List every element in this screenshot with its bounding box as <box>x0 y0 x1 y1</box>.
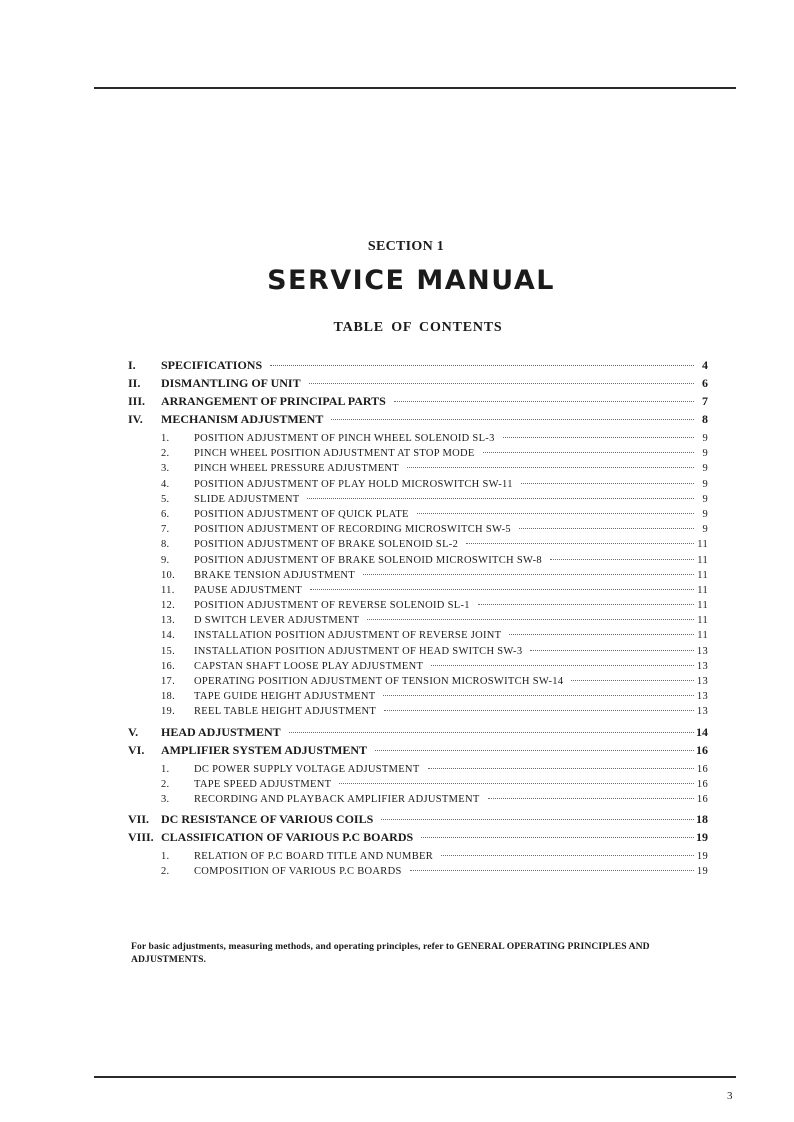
toc-subsection-title: REEL TABLE HEIGHT ADJUSTMENT <box>194 706 377 718</box>
toc-subsection-title: POSITION ADJUSTMENT OF BRAKE SOLENOID MICROSWITCH SW-8 <box>194 554 542 566</box>
toc-page-number: 13 <box>696 645 708 657</box>
toc-subsection-title: POSITION ADJUSTMENT OF PINCH WHEEL SOLENOID SL-3 <box>194 433 495 444</box>
toc-subsection-entry <box>128 494 708 509</box>
toc-subsection-title: POSITION ADJUSTMENT OF RECORDING MICROSWITCH SW-5 <box>194 524 511 536</box>
toc-subsection-number: 11. <box>161 584 175 596</box>
dot-leader <box>441 855 694 856</box>
toc-section-title: DISMANTLING OF UNIT <box>161 376 301 390</box>
toc-subsection-entry <box>128 851 708 866</box>
dot-leader <box>431 665 694 666</box>
page-title: SERVICE MANUAL <box>267 265 555 296</box>
toc-subsection-number: 9. <box>161 554 170 566</box>
toc-subsection-entry <box>128 794 708 809</box>
toc-subsection-title: BRAKE TENSION ADJUSTMENT <box>194 569 356 581</box>
section-label: SECTION 1 <box>367 239 445 254</box>
toc-section-number: V. <box>128 724 139 739</box>
footnote: For basic adjustments, measuring methods, and operating principles, refer to GENERAL OPERATING PRINCIPLES AND ADJUSTMENTS. <box>131 941 650 965</box>
toc-subsection-entry <box>128 661 708 676</box>
toc-subsection-title: INSTALLATION POSITION ADJUSTMENT OF HEAD SWITCH SW-3 <box>194 645 523 657</box>
toc-subsection-entry <box>128 585 708 600</box>
toc-section-entry <box>128 394 708 412</box>
toc-section-entry <box>128 812 708 830</box>
toc-subsection-entry <box>128 866 708 881</box>
toc-page-number: 16 <box>696 742 708 757</box>
toc-subsection-title: OPERATING POSITION ADJUSTMENT OF TENSION MICROSWITCH SW-14 <box>194 676 564 687</box>
toc-subsection-title: PINCH WHEEL PRESSURE ADJUSTMENT <box>194 463 400 475</box>
toc-section-title: AMPLIFIER SYSTEM ADJUSTMENT <box>161 742 368 757</box>
toc-subsection-number: 2. <box>161 778 170 790</box>
toc-page-number: 13 <box>696 660 708 672</box>
toc-subsection-number: 2. <box>161 866 170 878</box>
toc-subsection-title: D SWITCH LEVER ADJUSTMENT <box>194 615 360 627</box>
dot-leader <box>410 870 694 871</box>
dot-leader <box>363 574 694 575</box>
toc-section-title: HEAD ADJUSTMENT <box>161 724 281 739</box>
toc-subsection-number: 1. <box>161 433 170 444</box>
toc-page-number: 11 <box>697 615 708 627</box>
toc-section-title: MECHANISM ADJUSTMENT <box>161 412 324 426</box>
toc-subsection-number: 5. <box>161 493 170 505</box>
dot-leader <box>407 467 694 468</box>
toc-subsection-entry <box>128 779 708 794</box>
toc-subsection-number: 3. <box>161 463 170 475</box>
toc-subsection-title: POSITION ADJUSTMENT OF REVERSE SOLENOID SL-1 <box>194 600 470 612</box>
toc-page-number: 19 <box>696 866 708 878</box>
dot-leader <box>521 483 694 484</box>
dot-leader <box>310 589 694 590</box>
toc-subsection-title: DC POWER SUPPLY VOLTAGE ADJUSTMENT <box>194 763 420 775</box>
toc-heading: TABLE OF CONTENTS <box>333 320 503 335</box>
toc-page-number: 11 <box>697 600 708 612</box>
dot-leader <box>550 559 694 560</box>
bottom-rule <box>94 1076 736 1078</box>
toc-section-title: CLASSIFICATION OF VARIOUS P.C BOARDS <box>161 830 414 845</box>
dot-leader <box>339 783 694 784</box>
toc-subsection-title: POSITION ADJUSTMENT OF PLAY HOLD MICROSWITCH SW-11 <box>194 478 513 490</box>
toc-page-number: 11 <box>697 539 708 551</box>
toc-subsection-title: INSTALLATION POSITION ADJUSTMENT OF REVERSE JOINT <box>194 630 502 642</box>
toc-subsection-entry <box>128 570 708 585</box>
toc-page-number: 13 <box>696 691 708 703</box>
dot-leader <box>478 604 694 605</box>
toc-subsection-number: 2. <box>161 448 170 460</box>
toc-subsection-number: 12. <box>161 600 176 612</box>
toc-page-number: 9 <box>702 478 708 490</box>
dot-leader <box>417 513 694 514</box>
toc-subsection-title: RELATION OF P.C BOARD TITLE AND NUMBER <box>194 851 434 863</box>
dot-leader <box>503 437 694 438</box>
toc-page-number: 16 <box>696 778 708 790</box>
top-rule <box>94 87 736 89</box>
toc-section-title: SPECIFICATIONS <box>161 358 263 372</box>
toc-subsection-entry <box>128 600 708 615</box>
toc-section-entry <box>128 743 708 761</box>
toc-subsection-number: 16. <box>161 660 176 672</box>
toc-page-number: 4 <box>702 358 708 372</box>
toc-subsection-number: 3. <box>161 793 170 805</box>
toc-subsection-entry <box>128 448 708 463</box>
toc-section-number: VII. <box>128 812 150 827</box>
dot-leader <box>270 365 694 366</box>
dot-leader <box>421 837 694 838</box>
toc-page-number: 9 <box>702 463 708 475</box>
toc-subsection-number: 17. <box>161 676 176 687</box>
toc-subsection-entry <box>128 555 708 570</box>
toc-subsection-number: 1. <box>161 763 170 775</box>
toc-subsection-title: POSITION ADJUSTMENT OF BRAKE SOLENOID SL-2 <box>194 539 459 551</box>
toc-subsection-title: POSITION ADJUSTMENT OF QUICK PLATE <box>194 508 409 520</box>
toc-subsection-number: 13. <box>161 615 176 627</box>
dot-leader <box>571 680 694 681</box>
toc-section-number: VI. <box>128 742 145 757</box>
toc-section-title: ARRANGEMENT OF PRINCIPAL PARTS <box>161 394 386 408</box>
toc-page-number: 8 <box>702 412 708 426</box>
toc-subsection-entry <box>128 509 708 524</box>
toc-section-number: VIII. <box>128 830 154 845</box>
toc-subsection-entry <box>128 433 708 448</box>
toc-subsection-entry <box>128 764 708 779</box>
toc-subsection-entry <box>128 463 708 478</box>
toc-page-number: 13 <box>696 706 708 718</box>
toc-page-number: 16 <box>696 763 708 775</box>
toc-section-number: I. <box>128 358 136 372</box>
toc-subsection-title: TAPE GUIDE HEIGHT ADJUSTMENT <box>194 691 376 703</box>
toc-section-number: IV. <box>128 412 143 426</box>
dot-leader <box>383 695 694 696</box>
dot-leader <box>289 732 694 733</box>
toc-subsection-title: PAUSE ADJUSTMENT <box>194 584 302 596</box>
dot-leader <box>466 543 694 544</box>
toc-page-number: 7 <box>702 394 708 408</box>
toc-subsection-title: COMPOSITION OF VARIOUS P.C BOARDS <box>194 866 402 878</box>
toc-page-number: 11 <box>697 584 708 596</box>
toc-section-entry <box>128 725 708 743</box>
toc-subsection-title: RECORDING AND PLAYBACK AMPLIFIER ADJUSTMENT <box>194 793 480 805</box>
toc-subsection-entry <box>128 646 708 661</box>
toc-subsection-entry <box>128 539 708 554</box>
toc-subsection-number: 10. <box>161 569 176 581</box>
dot-leader <box>428 768 694 769</box>
toc-subsection-entry <box>128 524 708 539</box>
toc-page-number: 14 <box>696 724 708 739</box>
toc-subsection-number: 15. <box>161 645 176 657</box>
dot-leader <box>367 619 694 620</box>
toc-page-number: 9 <box>702 524 708 536</box>
toc-page-number: 11 <box>697 554 708 566</box>
toc-page-number: 13 <box>696 676 708 687</box>
page-number: 3 <box>727 1090 733 1102</box>
toc-subsection-number: 6. <box>161 508 170 520</box>
toc-section-entry <box>128 376 708 394</box>
toc-subsection-number: 1. <box>161 851 170 863</box>
dot-leader <box>394 401 694 402</box>
toc-subsection-entry <box>128 706 708 721</box>
dot-leader <box>381 819 694 820</box>
toc-section-title: DC RESISTANCE OF VARIOUS COILS <box>161 812 374 827</box>
toc-section-entry <box>128 412 708 430</box>
toc-page-number: 19 <box>696 830 708 845</box>
toc-subsection-entry <box>128 676 708 691</box>
toc-page-number: 19 <box>696 851 708 863</box>
table-of-contents <box>128 358 708 882</box>
toc-section-number: II. <box>128 376 141 390</box>
toc-subsection-title: SLIDE ADJUSTMENT <box>194 493 300 505</box>
toc-subsection-title: CAPSTAN SHAFT LOOSE PLAY ADJUSTMENT <box>194 660 424 672</box>
dot-leader <box>519 528 694 529</box>
toc-subsection-number: 7. <box>161 524 170 536</box>
toc-page-number: 9 <box>702 448 708 460</box>
toc-subsection-title: PINCH WHEEL POSITION ADJUSTMENT AT STOP MODE <box>194 448 475 460</box>
dot-leader <box>309 383 694 384</box>
toc-page-number: 18 <box>696 812 708 827</box>
dot-leader <box>509 634 694 635</box>
dot-leader <box>307 498 694 499</box>
toc-subsection-number: 8. <box>161 539 170 551</box>
dot-leader <box>375 750 694 751</box>
toc-subsection-number: 4. <box>161 478 170 490</box>
dot-leader <box>483 452 694 453</box>
toc-subsection-number: 14. <box>161 630 176 642</box>
dot-leader <box>530 650 694 651</box>
toc-subsection-title: TAPE SPEED ADJUSTMENT <box>194 778 332 790</box>
toc-page-number: 11 <box>697 630 708 642</box>
toc-section-entry <box>128 358 708 376</box>
toc-subsection-entry <box>128 479 708 494</box>
dot-leader <box>488 798 694 799</box>
toc-subsection-entry <box>128 630 708 645</box>
toc-section-number: III. <box>128 394 146 408</box>
toc-page-number: 11 <box>697 569 708 581</box>
toc-page-number: 9 <box>702 433 708 444</box>
toc-page-number: 9 <box>702 493 708 505</box>
toc-section-entry <box>128 830 708 848</box>
dot-leader <box>331 419 694 420</box>
toc-page-number: 9 <box>702 508 708 520</box>
toc-subsection-number: 18. <box>161 691 176 703</box>
toc-subsection-number: 19. <box>161 706 176 718</box>
toc-subsection-entry <box>128 615 708 630</box>
dot-leader <box>384 710 694 711</box>
toc-page-number: 6 <box>702 376 708 390</box>
toc-page-number: 16 <box>696 793 708 805</box>
toc-subsection-entry <box>128 691 708 706</box>
